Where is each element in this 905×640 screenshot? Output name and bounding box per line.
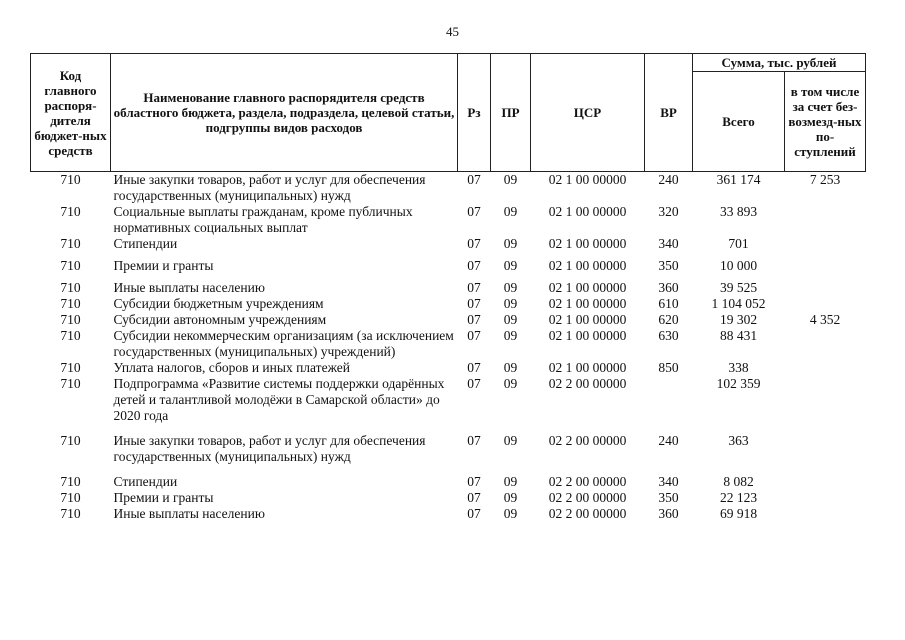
table-row (31, 360, 866, 376)
cell-pr: 09 (503, 280, 518, 295)
cell-csr: 02 2 00 00000 (548, 474, 627, 489)
cell-rz: 07 (467, 258, 481, 273)
header-rz: Рз (458, 54, 491, 172)
cell-code: 710 (60, 433, 81, 448)
cell-csr: 02 1 00 00000 (548, 280, 627, 295)
cell-total: 39 525 (719, 280, 758, 295)
header-code: Код главного распоря-дителя бюджет-ных средств (31, 54, 111, 172)
cell-name: Социальные выплаты гражданам, кроме публичных нормативных социальных выплат (113, 204, 413, 235)
cell-pr: 09 (503, 490, 518, 505)
cell-rz: 07 (467, 433, 481, 448)
cell-pr: 09 (503, 474, 518, 489)
cell-gratis: 7 253 (809, 172, 841, 187)
cell-name: Подпрограмма «Развитие системы поддержки одарённых детей и талантливой молодёжи в Самарской области» до 2020 года (113, 376, 445, 423)
cell-code: 710 (60, 328, 81, 343)
cell-rz: 07 (467, 296, 481, 311)
cell-code: 710 (60, 236, 81, 251)
cell-total: 69 918 (719, 506, 758, 521)
cell-gratis (785, 252, 866, 274)
cell-rz: 07 (467, 172, 481, 187)
cell-vr: 350 (658, 258, 679, 273)
cell-gratis (785, 296, 866, 312)
cell-pr: 09 (503, 204, 518, 219)
cell-pr: 09 (503, 433, 518, 448)
cell-pr: 09 (503, 258, 518, 273)
cell-gratis (785, 376, 866, 424)
table-row (31, 424, 866, 465)
cell-vr: 320 (658, 204, 679, 219)
cell-total: 1 104 052 (711, 296, 766, 311)
header-total: Всего (693, 72, 785, 172)
cell-name: Премии и гранты (113, 490, 214, 505)
cell-total: 338 (728, 360, 749, 375)
cell-code: 710 (60, 296, 81, 311)
cell-code: 710 (60, 204, 81, 219)
table-row (31, 376, 866, 424)
cell-vr: 340 (658, 474, 679, 489)
page-number: 45 (446, 24, 459, 39)
cell-code: 710 (60, 506, 81, 521)
table-row (31, 236, 866, 252)
cell-rz: 07 (467, 312, 481, 327)
cell-code: 710 (60, 312, 81, 327)
cell-gratis (785, 506, 866, 522)
table-row (31, 490, 866, 506)
table-row (31, 328, 866, 360)
cell-csr: 02 2 00 00000 (548, 433, 627, 448)
cell-csr: 02 2 00 00000 (548, 490, 627, 505)
cell-csr: 02 1 00 00000 (548, 172, 627, 187)
cell-vr: 610 (658, 296, 679, 311)
cell-csr: 02 1 00 00000 (548, 360, 627, 375)
table-row (31, 172, 866, 205)
cell-code: 710 (60, 490, 81, 505)
cell-name: Субсидии автономным учреждениям (113, 312, 327, 327)
cell-csr: 02 1 00 00000 (548, 204, 627, 219)
cell-rz: 07 (467, 280, 481, 295)
cell-gratis (785, 465, 866, 490)
cell-vr: 360 (658, 506, 679, 521)
cell-gratis (785, 204, 866, 236)
cell-name: Стипендии (113, 236, 178, 251)
cell-vr: 630 (658, 328, 679, 343)
cell-name: Субсидии бюджетным учреждениям (113, 296, 324, 311)
cell-rz: 07 (467, 360, 481, 375)
cell-pr: 09 (503, 376, 518, 391)
header-csr: ЦСР (531, 54, 645, 172)
cell-code: 710 (60, 172, 81, 187)
cell-csr: 02 2 00 00000 (548, 506, 627, 521)
cell-name: Иные закупки товаров, работ и услуг для обеспечения государственных (муниципальных) нужд (113, 172, 426, 203)
header-name: Наименование главного распорядителя средств областного бюджета, раздела, подраздела, целевой статьи, подгруппы видов расходов (111, 54, 458, 172)
cell-total: 19 302 (719, 312, 758, 327)
cell-vr: 620 (658, 312, 679, 327)
cell-pr: 09 (503, 506, 518, 521)
cell-csr: 02 1 00 00000 (548, 258, 627, 273)
cell-total: 22 123 (719, 490, 758, 505)
cell-vr: 240 (658, 433, 679, 448)
cell-name: Премии и гранты (113, 258, 214, 273)
cell-vr: 340 (658, 236, 679, 251)
cell-csr: 02 2 00 00000 (548, 376, 627, 391)
cell-csr: 02 1 00 00000 (548, 296, 627, 311)
cell-total: 88 431 (719, 328, 758, 343)
table-body (31, 172, 866, 523)
table-row (31, 204, 866, 236)
cell-pr: 09 (503, 360, 518, 375)
cell-name: Стипендии (113, 474, 178, 489)
cell-csr: 02 1 00 00000 (548, 236, 627, 251)
cell-gratis (785, 424, 866, 465)
cell-rz: 07 (467, 204, 481, 219)
header-gratis: в том числе за счет без-возмезд-ных по-ступлений (785, 72, 866, 172)
header-vr: ВР (645, 54, 693, 172)
cell-rz: 07 (467, 328, 481, 343)
cell-rz: 07 (467, 474, 481, 489)
cell-vr: 240 (658, 172, 679, 187)
cell-total: 8 082 (723, 474, 754, 489)
cell-gratis (785, 360, 866, 376)
cell-pr: 09 (503, 296, 518, 311)
cell-name: Субсидии некоммерческим организациям (за исключением государственных (муниципальных) учреждений) (113, 328, 454, 359)
cell-vr: 360 (658, 280, 679, 295)
cell-name: Иные закупки товаров, работ и услуг для обеспечения государственных (муниципальных) нужд (113, 433, 426, 464)
cell-code: 710 (60, 360, 81, 375)
cell-rz: 07 (467, 506, 481, 521)
cell-gratis (785, 236, 866, 252)
cell-total: 33 893 (719, 204, 758, 219)
budget-table (30, 53, 866, 522)
cell-total: 361 174 (716, 172, 761, 187)
cell-pr: 09 (503, 312, 518, 327)
cell-vr: 350 (658, 490, 679, 505)
cell-rz: 07 (467, 236, 481, 251)
cell-name: Уплата налогов, сборов и иных платежей (113, 360, 350, 375)
cell-name: Иные выплаты населению (113, 280, 265, 295)
table-row (31, 465, 866, 490)
cell-vr (645, 376, 693, 424)
table-row (31, 274, 866, 296)
cell-pr: 09 (503, 236, 518, 251)
cell-total: 10 000 (719, 258, 758, 273)
cell-gratis: 4 352 (809, 312, 841, 327)
cell-code: 710 (60, 258, 81, 273)
cell-total: 102 359 (716, 376, 761, 391)
cell-vr: 850 (658, 360, 679, 375)
cell-total: 701 (728, 236, 749, 251)
header-pr: ПР (491, 54, 531, 172)
header-sum: Сумма, тыс. рублей (693, 54, 866, 72)
cell-code: 710 (60, 474, 81, 489)
cell-pr: 09 (503, 172, 518, 187)
table-row (31, 312, 866, 328)
table-row (31, 296, 866, 312)
table-row (31, 506, 866, 522)
cell-csr: 02 1 00 00000 (548, 328, 627, 343)
cell-rz: 07 (467, 490, 481, 505)
cell-code: 710 (60, 280, 81, 295)
table-row (31, 252, 866, 274)
cell-gratis (785, 274, 866, 296)
cell-name: Иные выплаты населению (113, 506, 265, 521)
cell-gratis (785, 490, 866, 506)
cell-code: 710 (60, 376, 81, 391)
cell-csr: 02 1 00 00000 (548, 312, 627, 327)
cell-gratis (785, 328, 866, 360)
cell-total: 363 (728, 433, 749, 448)
cell-pr: 09 (503, 328, 518, 343)
cell-rz: 07 (467, 376, 481, 391)
